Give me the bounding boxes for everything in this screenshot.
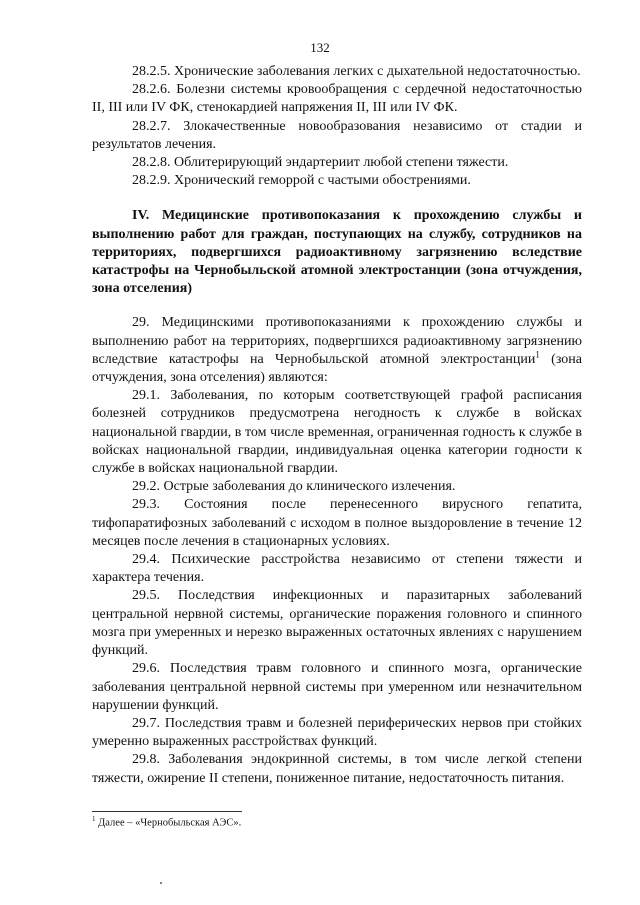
paragraph-28-2-8: 28.2.8. Облитерирующий эндартериит любой степени тяжести. <box>132 155 509 171</box>
footnote <box>92 815 492 829</box>
paragraph-29-6: 29.6. Последствия травм головного и спинного мозга, органические заболевания центральной нервной системы при умеренном или незначительном нарушении функций. <box>92 661 582 713</box>
paragraph-29-2: 29.2. Острые заболевания до клинического излечения. <box>132 479 456 495</box>
scan-speck <box>160 882 162 884</box>
paragraph-29-1: 29.1. Заболевания, по которым соответствующей графой расписания болезней сотрудников предусмотрена негодность к службе в войсках национальной гвардии, в том числе временная, ограниченная годность к службе в войсках национальной гвардии, индивидуальная оценка категории годности к службе в войсках национальной гвардии. <box>92 388 582 477</box>
paragraph-29-text: 29. Медицинскими противопоказаниями к прохождению службы и выполнению работ на территориях, подвергшихся радиоактивному загрязнению вследствие катастрофы на Чернобыльской атомной электростанции <box>92 315 582 367</box>
paragraph-28-2-5: 28.2.5. Хронические заболевания легких с дыхательной недостаточностью. <box>132 64 581 79</box>
footnote-reference: 1 <box>535 349 540 360</box>
document-body <box>92 63 582 788</box>
footnote-mark: 1 <box>92 815 96 823</box>
paragraph-28-2-6: 28.2.6. Болезни системы кровообращения с сердечной недостаточностью II, III или IV ФК, стенокардией напряжения II, III или IV ФК. <box>92 82 582 116</box>
footnote-text: Далее – «Чернобыльская АЭС». <box>95 817 242 829</box>
section-heading: IV. Медицинские противопоказания к прохождению службы и выполнению работ для граждан, поступающих на службу, сотрудников на территориях, подвергшихся радиоактивному загрязнению вследствие катастрофы на Чернобыльской атомной электростанции (зона отчуждения, зона отселения) <box>92 208 582 297</box>
paragraph-29-3: 29.3. Состояния после перенесенного вирусного гепатита, тифопаратифозных заболеваний с исходом в полное выздоровление в течение 12 месяцев после лечения в стационарных условиях. <box>92 497 582 549</box>
paragraph-28-2-7: 28.2.7. Злокачественные новообразования независимо от стадии и результатов лечения. <box>92 118 582 152</box>
paragraph-29-tail: (зона отчуждения, зона отселения) являются: <box>92 351 582 386</box>
paragraph-29-8: 29.8. Заболевания эндокринной системы, в том числе легкой степени тяжести, ожирение II степени, пониженное питание, недостаточность питания. <box>92 752 582 786</box>
paragraph-29 <box>92 314 582 387</box>
paragraph-29-7: 29.7. Последствия травм и болезней периферических нервов при стойких умеренно выраженных расстройствах функций. <box>92 715 582 750</box>
paragraph-28-2-9: 28.2.9. Хронический геморрой с частыми обострениями. <box>132 173 471 189</box>
paragraph-29-4: 29.4. Психические расстройства независимо от степени тяжести и характера течения. <box>92 552 582 586</box>
footnote-divider <box>92 811 242 812</box>
page-number: 132 <box>310 40 330 55</box>
paragraph-29-5: 29.5. Последствия инфекционных и паразитарных заболеваний центральной нервной системы, органические поражения головного и спинного мозга при умеренных и нерезко выраженных остаточных явлениях с нарушением функций. <box>92 588 582 659</box>
